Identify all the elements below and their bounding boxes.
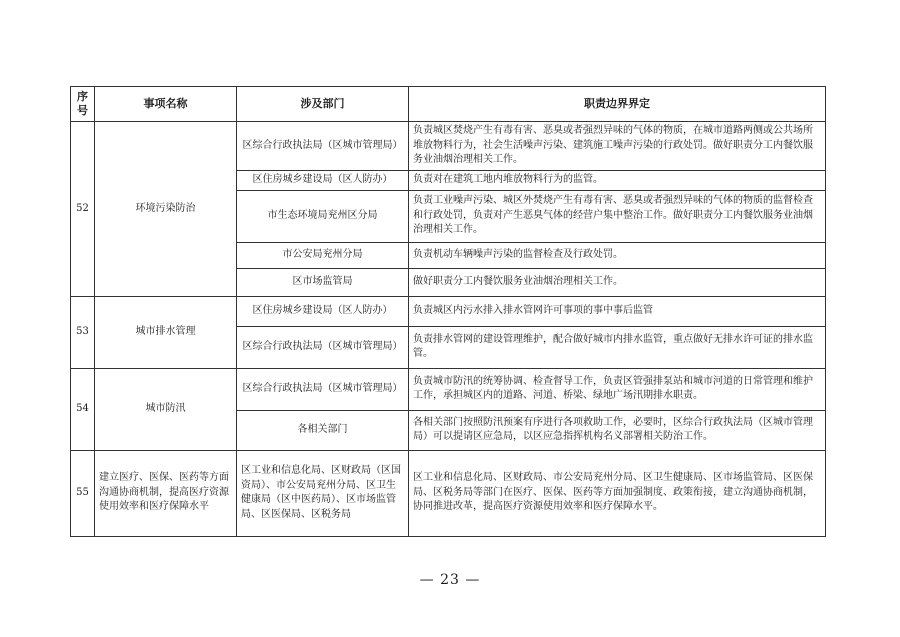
row-number: 55 (71, 450, 95, 536)
table-row (71, 296, 826, 326)
row-responsibility: 负责排水管网的建设管理维护，配合做好城市内排水监管，重点做好无排水许可证的排水监管。 (409, 326, 826, 368)
row-department: 区综合行政执法局（区城市管理局） (237, 122, 409, 171)
row-responsibility: 负责对在建筑工地内堆放物料行为的监管。 (409, 170, 826, 190)
row-number: 53 (71, 296, 95, 368)
row-responsibility: 负责机动车辆噪声污染的监督检查及行政处罚。 (409, 242, 826, 268)
header-responsibility: 职责边界界定 (409, 87, 826, 122)
row-responsibility: 负责城市防汛的统筹协调、检查督导工作，负责区管强排泵站和城市河道的日常管理和维护工作，承担城区内的道路、河道、桥梁、绿地广场汛期排水职责。 (409, 368, 826, 410)
header-serial-number (71, 87, 95, 122)
row-department: 区工业和信息化局、区财政局（区国资局）、市公安局兖州分局、区卫生健康局（区中医药局）、区市场监管局、区医保局、区税务局 (237, 450, 409, 536)
row-number: 54 (71, 368, 95, 450)
row-item-name: 城市防汛 (95, 368, 237, 450)
table-header-row (71, 87, 826, 122)
row-department: 市公安局兖州分局 (237, 242, 409, 268)
row-responsibility: 负责城区焚烧产生有毒有害、恶臭或者强烈异味的气体的物质，在城市道路两侧或公共场所堆放物料行为，社会生活噪声污染、建筑施工噪声污染的行政处罚。做好职责分工内餐饮服务业油烟治理相关工作。 (409, 122, 826, 171)
row-responsibility: 负责工业噪声污染、城区外焚烧产生有毒有害、恶臭或者强烈异味的气体的物质的监督检查和行政处罚，负责对产生恶臭气体的经营户集中整治工作。做好职责分工内餐饮服务业油烟治理相关工作。 (409, 190, 826, 242)
header-item-name: 事项名称 (95, 87, 237, 122)
row-responsibility: 区工业和信息化局、区财政局、市公安局兖州分局、区卫生健康局、区市场监管局、区医保局、区税务局等部门在医疗、医保、医药等方面加强制度、政策衔接，建立沟通协商机制，协同推进改革，提高医疗资源使用效率和医疗保障水平。 (409, 450, 826, 536)
row-item-name: 环境污染防治 (95, 122, 237, 297)
table-row (71, 122, 826, 171)
table-row (71, 368, 826, 410)
responsibility-table (70, 86, 826, 537)
header-departments: 涉及部门 (237, 87, 409, 122)
row-item-name: 城市排水管理 (95, 296, 237, 368)
row-department: 区综合行政执法局（区城市管理局） (237, 368, 409, 410)
row-responsibility: 负责城区内污水排入排水管网许可事项的事中事后监管 (409, 296, 826, 326)
row-responsibility: 各相关部门按照防汛预案有序进行各项救助工作，必要时，区综合行政执法局（区城市管理局）可以提请区应急局，以区应急指挥机构名义部署相关防治工作。 (409, 410, 826, 450)
table-row (71, 450, 826, 536)
header-serial-char-1: 序 (77, 90, 88, 104)
row-responsibility: 做好职责分工内餐饮服务业油烟治理相关工作。 (409, 268, 826, 296)
page-number: — 23 — (419, 572, 481, 588)
row-department: 市生态环境局兖州区分局 (237, 190, 409, 242)
row-department: 区市场监管局 (237, 268, 409, 296)
row-department: 区住房城乡建设局（区人防办） (237, 170, 409, 190)
row-department: 区综合行政执法局（区城市管理局） (237, 326, 409, 368)
row-number: 52 (71, 122, 95, 297)
row-item-name: 建立医疗、医保、医药等方面沟通协商机制，提高医疗资源使用效率和医疗保障水平 (95, 450, 237, 536)
header-serial-char-2: 号 (77, 104, 88, 117)
row-department: 区住房城乡建设局（区人防办） (237, 296, 409, 326)
row-department: 各相关部门 (237, 410, 409, 450)
